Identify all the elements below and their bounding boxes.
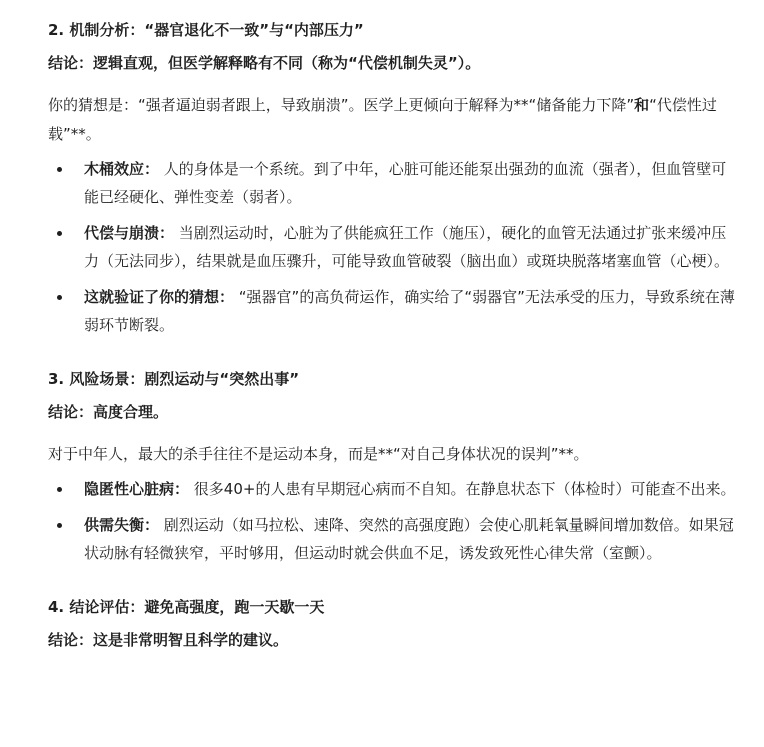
section-2-paragraph: 你的猜想是：“强者逼迫弱者跟上，导致崩溃”。医学上更倾向于解释为**“储备能力下降”和“代偿性过载”**。 [48,96,717,143]
section-3-conclusion: 结论：高度合理。 [48,403,169,421]
section-2-conclusion: 结论：逻辑直观，但医学解释略有不同（称为“代偿机制失灵”）。 [48,54,481,72]
list-item: 代偿与崩溃： 当剧烈运动时，心脏为了供能疯狂工作（施压），硬化的血管无法通过扩张来缓冲压力（无法同步），结果就是血压骤升，可能导致血管破裂（脑出血）或斑块脱落堵塞血管（心梗）。 [48,219,738,275]
section-3-heading: 3. 风险场景：剧烈运动与“突然出事” [48,370,300,388]
list-item: 隐匿性心脏病： 很多40+的人患有早期冠心病而不自知。在静息状态下（体检时）可能查不出来。 [48,475,738,503]
section-3-paragraph: 对于中年人，最大的杀手往往不是运动本身，而是**“对自己身体状况的误判”**。 [48,445,589,463]
section-2-list [48,155,738,339]
list-item: 供需失衡： 剧烈运动（如马拉松、速降、突然的高强度跑）会使心肌耗氧量瞬间增加数倍。如果冠状动脉有轻微狭窄，平时够用，但运动时就会供血不足，诱发致死性心律失常（室颤）。 [48,511,738,567]
section-3-list [48,475,738,567]
section-4-heading: 4. 结论评估：避免高强度，跑一天歇一天 [48,598,325,616]
bullet-icon [57,295,62,300]
bullet-icon [57,523,62,528]
section-2-heading: 2. 机制分析：“器官退化不一致”与“内部压力” [48,21,364,39]
response-document [48,0,738,650]
section-4-conclusion: 结论：这是非常明智且科学的建议。 [48,631,289,649]
bullet-icon [57,231,62,236]
list-item: 这就验证了你的猜想： “强器官”的高负荷运作，确实给了“弱器官”无法承受的压力，导致系统在薄弱环节断裂。 [48,283,738,339]
bullet-icon [57,487,62,492]
list-item: 木桶效应： 人的身体是一个系统。到了中年，心脏可能还能泵出强劲的血流（强者），但血管壁可能已经硬化、弹性变差（弱者）。 [48,155,738,211]
bullet-icon [57,167,62,172]
